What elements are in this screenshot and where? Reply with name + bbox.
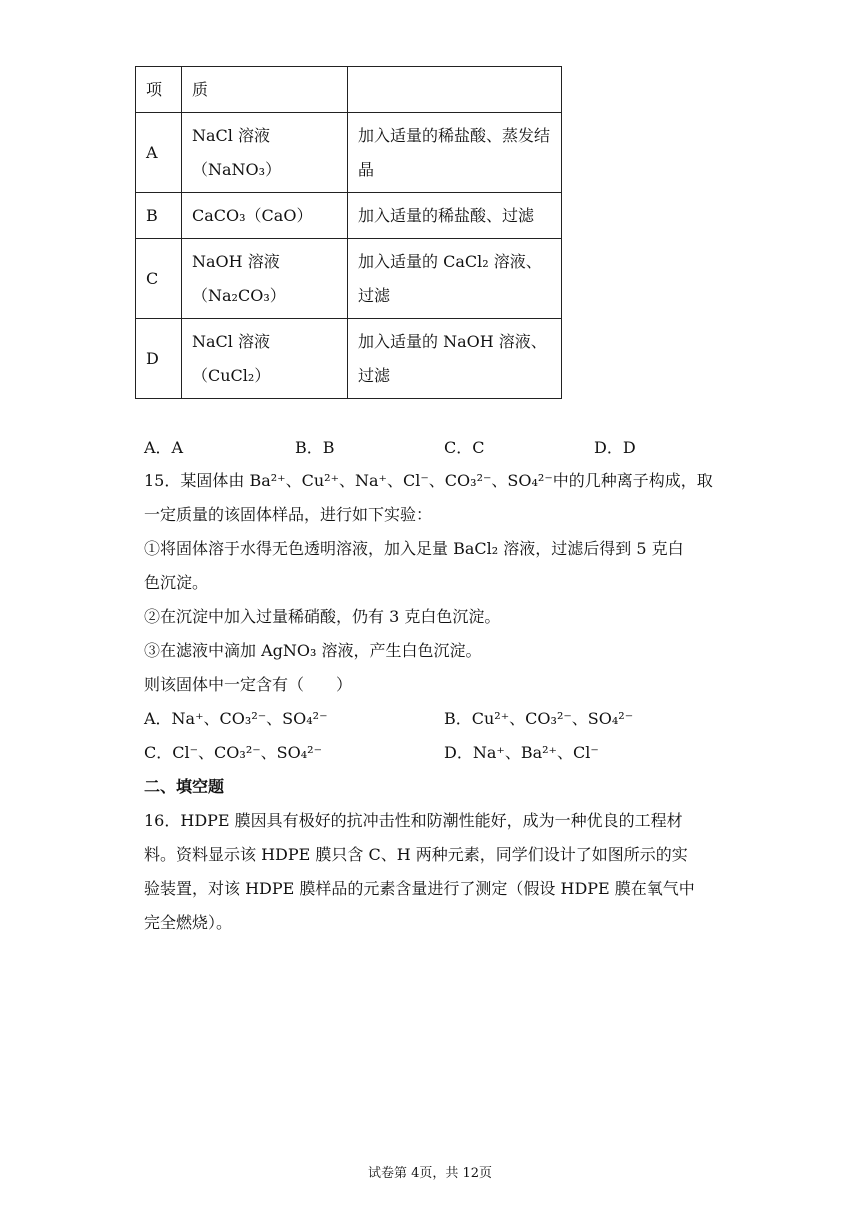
q15-question: 则该固体中一定含有（ ） (144, 675, 353, 694)
q15-stem-cont: 一定质量的该固体样品，进行如下实验： (144, 505, 433, 524)
table-cell: 质 (182, 67, 348, 113)
table-row (136, 193, 562, 239)
q16-text: 完全燃烧）。 (144, 913, 233, 932)
table-cell: NaCl 溶液（NaNO₃） (182, 113, 348, 193)
q15-option-a: A．Na⁺、CO₃²⁻、SO₄²⁻ (144, 709, 328, 728)
table-cell: A (136, 113, 182, 193)
q15-step-1: ①将固体溶于水得无色透明溶液，加入足量 BaCl₂ 溶液，过滤后得到 5 克白 (144, 539, 684, 558)
table-cell: 加入适量的 NaOH 溶液、过滤 (348, 319, 562, 399)
q15-option-c: C．Cl⁻、CO₃²⁻、SO₄²⁻ (144, 743, 323, 762)
q15-step-3: ③在滤液中滴加 AgNO₃ 溶液，产生白色沉淀。 (144, 641, 482, 660)
q14-option-c: C．C (444, 438, 485, 457)
table-cell: NaCl 溶液（CuCl₂） (182, 319, 348, 399)
q15-stem: 15．某固体由 Ba²⁺、Cu²⁺、Na⁺、Cl⁻、CO₃²⁻、SO₄²⁻中的几种离子构成，取 (144, 471, 713, 490)
reagent-table (135, 66, 562, 399)
q14-option-a: A．A (144, 438, 184, 457)
table-cell: B (136, 193, 182, 239)
table-row (136, 319, 562, 399)
table-header-row (136, 67, 562, 113)
table-cell: 加入适量的稀盐酸、过滤 (348, 193, 562, 239)
table-cell: 加入适量的 CaCl₂ 溶液、过滤 (348, 239, 562, 319)
table-row (136, 239, 562, 319)
table-cell: NaOH 溶液（Na₂CO₃） (182, 239, 348, 319)
table-cell: 项 (136, 67, 182, 113)
q15-step-1-cont: 色沉淀。 (144, 573, 209, 592)
q14-option-b: B．B (295, 438, 335, 457)
table-cell: D (136, 319, 182, 399)
table-cell: C (136, 239, 182, 319)
q14-option-d: D．D (594, 438, 636, 457)
q15-option-b: B．Cu²⁺、CO₃²⁻、SO₄²⁻ (444, 709, 634, 728)
section-title: 二、填空题 (144, 777, 225, 796)
table-cell: 加入适量的稀盐酸、蒸发结晶 (348, 113, 562, 193)
page-footer: 试卷第 4页，共 12页 (367, 1166, 493, 1181)
q15-option-d: D．Na⁺、Ba²⁺、Cl⁻ (444, 743, 599, 762)
q15-step-2: ②在沉淀中加入过量稀硝酸，仍有 3 克白色沉淀。 (144, 607, 501, 626)
table-row (136, 113, 562, 193)
table-cell (348, 67, 562, 113)
q16-text: 料。资料显示该 HDPE 膜只含 C、H 两种元素，同学们设计了如图所示的实 (144, 845, 688, 864)
table-cell: CaCO₃（CaO） (182, 193, 348, 239)
q16-text: 验装置，对该 HDPE 膜样品的元素含量进行了测定（假设 HDPE 膜在氧气中 (144, 879, 695, 898)
q16-text: 16．HDPE 膜因具有极好的抗冲击性和防潮性能好，成为一种优良的工程材 (144, 811, 683, 830)
